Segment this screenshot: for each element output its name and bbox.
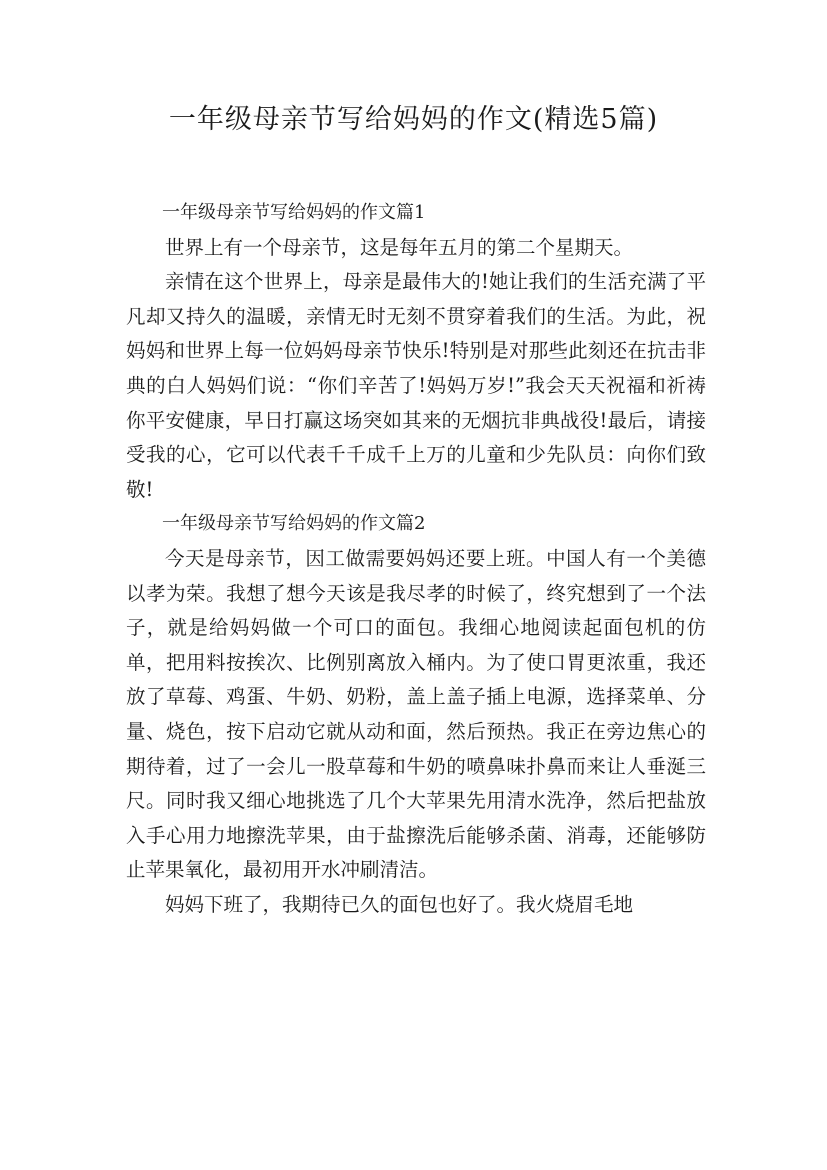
section-heading-2: 一年级母亲节写给妈妈的作文篇2 <box>162 513 426 535</box>
paragraph: 亲情在这个世界上，母亲是最伟大的!她让我们的生活充满了平凡却又持久的温暖，亲情无时无刻不贯穿着我们的生活。为此，祝妈妈和世界上每一位妈妈母亲节快乐!特别是对那些此刻还在抗击非典的白人妈妈们说：“你们辛苦了!妈妈万岁!”我会天天祝福和祈祷你平安健康，早日打赢这场突如其来的无烟抗非典战役!最后，请接受我的心，它可以代表千千成千上万的儿童和少先队员：向你们致敬! <box>126 270 706 501</box>
paragraph: 妈妈下班了，我期待已久的面包也好了。我火烧眉毛地 <box>165 892 634 916</box>
document-body <box>126 196 706 922</box>
document-title: 一年级母亲节写给妈妈的作文(精选5篇) <box>168 104 659 135</box>
paragraph: 世界上有一个母亲节，这是每年五月的第二个星期天。 <box>165 235 634 259</box>
paragraph: 今天是母亲节，因工做需要妈妈还要上班。中国人有一个美德以孝为荣。我想了想今天该是我尽孝的时候了，终究想到了一个法子，就是给妈妈做一个可口的面包。我细心地阅读起面包机的仿单，把用料按挨次、比例别离放入桶内。为了使口胃更浓重，我还放了草莓、鸡蛋、牛奶、奶粉，盖上盖子插上电源，选择菜单、分量、烧色，按下启动它就从动和面，然后预热。我正在旁边焦心的期待着，过了一会儿一股草莓和牛奶的喷鼻味扑鼻而来让人垂涎三尺。同时我又细心地挑选了几个大苹果先用清水洗净，然后把盐放入手心用力地擦洗苹果，由于盐擦洗后能够杀菌、消毒，还能够防止苹果氧化，最初用开水冲刷清洁。 <box>126 546 706 882</box>
section-heading-1: 一年级母亲节写给妈妈的作文篇1 <box>162 202 426 223</box>
